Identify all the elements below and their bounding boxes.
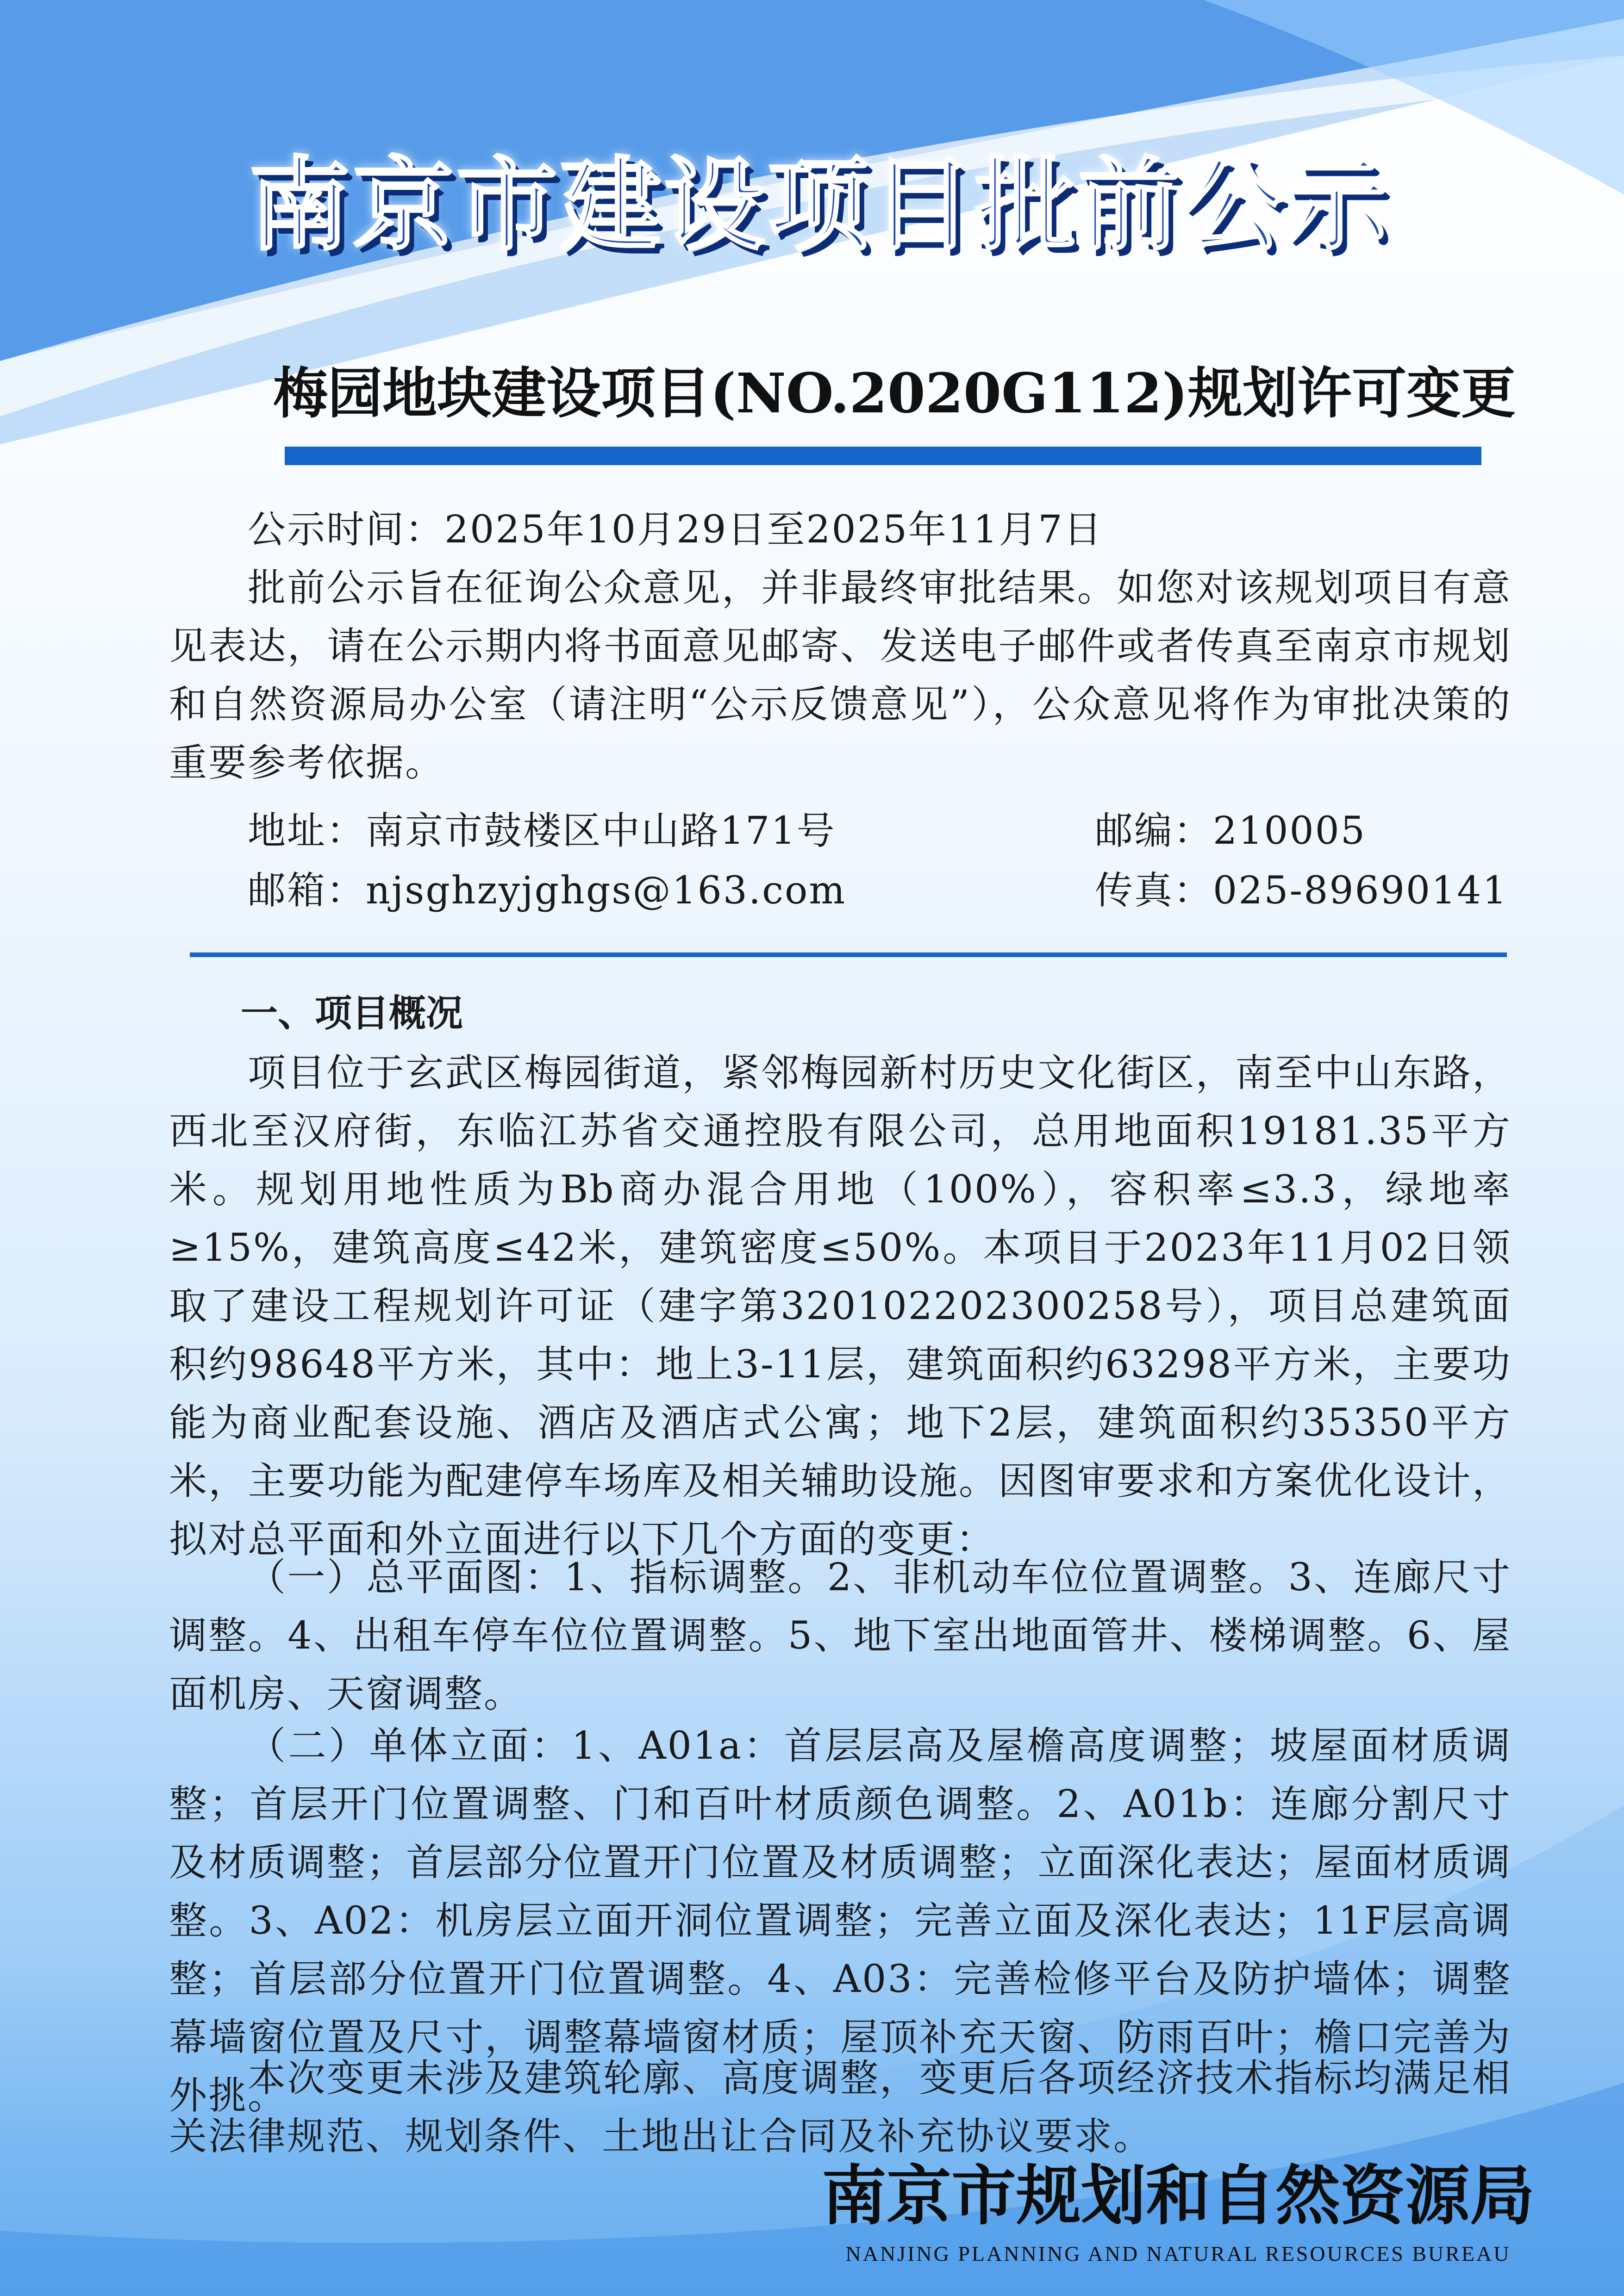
project-subtitle: 梅园地块建设项目(NO.2020G112)规划许可变更 xyxy=(273,361,1516,425)
bureau-name-english: NANJING PLANNING AND NATURAL RESOURCES BUREAU xyxy=(845,2242,1511,2265)
conclusion-text: 本次变更未涉及建筑轮廓、高度调整，变更后各项经济技术指标均满足相关法律规范、规划条件、土地出让合同及补充协议要求。 xyxy=(169,2056,1512,2159)
section-heading: 一、项目概况 xyxy=(241,992,463,1035)
postcode-text: 邮编：210005 xyxy=(1095,809,1367,853)
address-text: 地址：南京市鼓楼区中山路171号 xyxy=(248,809,836,853)
title-underline-bar xyxy=(285,447,1481,465)
email-link[interactable]: 邮箱：njsghzyjghgs@163.com xyxy=(248,869,847,913)
page-title: 南京市建设项目批前公示 xyxy=(249,147,1390,264)
notice-intro: 批前公示旨在征询公众意见，并非最终审批结果。如您对该规划项目有意见表达，请在公示期内将书面意见邮寄、发送电子邮件或者传真至南京市规划和自然资源局办公室（请注明“公示反馈意见”），公众意见将作为审批决策的重要参考依据。 xyxy=(169,566,1512,785)
fax-text: 传真：025-89690141 xyxy=(1095,869,1508,913)
project-overview: 项目位于玄武区梅园街道，紧邻梅园新村历史文化街区，南至中山东路，西北至汉府街，东临江苏省交通控股有限公司，总用地面积19181.35平方米。规划用地性质为Bb商办混合用地（100%），容积率≤3.3，绿地率≥15%，建筑高度≤42米，建筑密度≤50%。本项目于2023年11月02日领取了建设工程规划许可证（建字第320102202300258号），项目总建筑面积约98648平方米，其中：地上3-11层，建筑面积约63298平方米，主要功能为商业配套设施、酒店及酒店式公寓；地下2层，建筑面积约35350平方米，主要功能为配建停车场库及相关辅助设施。因图审要求和方案优化设计，拟对总平面和外立面进行以下几个方面的变更： xyxy=(169,1051,1512,1562)
section-divider xyxy=(190,952,1507,957)
bureau-name-chinese: 南京市规划和自然资源局 xyxy=(822,2158,1535,2234)
site-plan-changes: （一）总平面图：1、指标调整。2、非机动车位位置调整。3、连廊尺寸调整。4、出租车停车位位置调整。5、地下室出地面管井、楼梯调整。6、屋面机房、天窗调整。 xyxy=(169,1556,1512,1716)
notice-period: 公示时间：2025年10月29日至2025年11月7日 xyxy=(248,508,1103,552)
elevation-changes: （二）单体立面：1、A01a：首层层高及屋檐高度调整；坡屋面材质调整；首层开门位置调整、门和百叶材质颜色调整。2、A01b：连廊分割尺寸及材质调整；首层部分位置开门位置及材质调整；立面深化表达；屋面材质调整。3、A02：机房层立面开洞位置调整；完善立面及深化表达；11F层高调整；首层部分位置开门位置调整。4、A03：完善检修平台及防护墙体；调整幕墙窗位置及尺寸，调整幕墙窗材质；屋顶补充天窗、防雨百叶；檐口完善为外挑。 xyxy=(169,1724,1512,2118)
